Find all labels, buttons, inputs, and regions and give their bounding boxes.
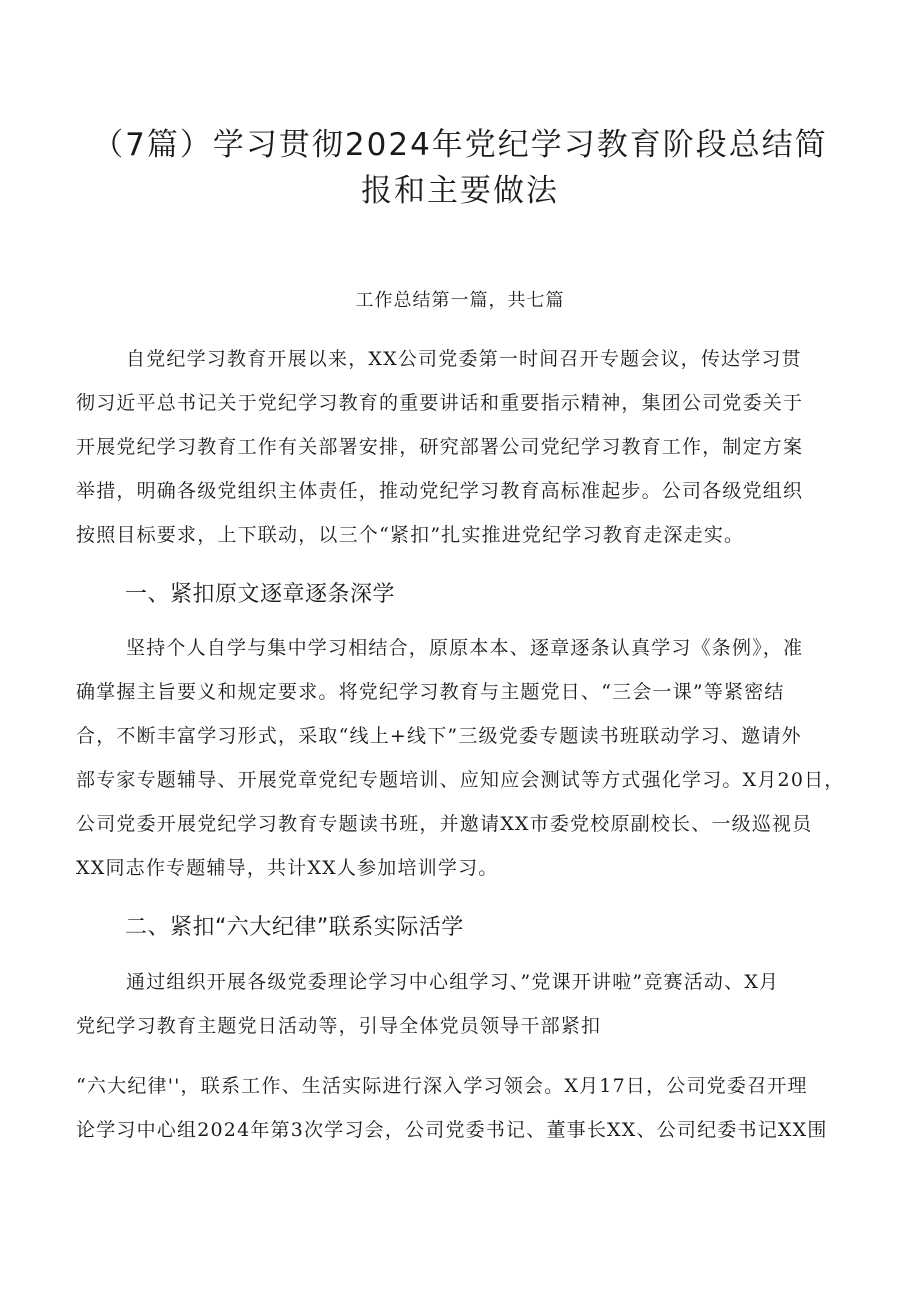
intro-paragraph: [76, 337, 860, 557]
paragraph-line: 按照目标要求，上下联动，以三个“紧扣”扎实推进党纪学习教育走深走实。: [76, 524, 745, 546]
paragraph-line: “六大纪律''，联系工作、生活实际进行深入学习领会。X月17日，公司党委召开理: [76, 1075, 808, 1097]
section1-paragraph: [76, 626, 860, 890]
paragraph-line: 确掌握主旨要义和规定要求。将党纪学习教育与主题党日、“三会一课”等紧密结: [76, 681, 785, 703]
document-title-line-2: 报和主要做法: [361, 173, 559, 209]
paragraph-line: 党纪学习教育主题党日活动等，引导全体党员领导干部紧扣: [76, 1015, 602, 1037]
document-subtitle: 工作总结第一篇，共七篇: [355, 290, 565, 311]
document-title-line-1: （7篇）学习贯彻2024年党纪学习教育阶段总结简: [92, 127, 828, 163]
paragraph-line: 公司党委开展党纪学习教育专题读书班，并邀请XX市委党校原副校长、一级巡视员: [76, 813, 813, 835]
paragraph-line: 开展党纪学习教育工作有关部署安排，研究部署公司党纪学习教育工作，制定方案: [76, 436, 804, 458]
paragraph-line: XX同志作专题辅导，共计XX人参加培训学习。: [76, 857, 499, 879]
paragraph-line: 坚持个人自学与集中学习相结合，原原本本、逐章逐条认真学习《条例》，准: [126, 637, 804, 659]
paragraph-line: 通过组织开展各级党委理论学习中心组学习、”党课开讲啦”竞赛活动、X月: [126, 971, 780, 993]
paragraph-line: 部专家专题辅导、开展党章党纪专题培训、应知应会测试等方式强化学习。X月20日，: [76, 769, 845, 791]
paragraph-line: 自党纪学习教育开展以来，XX公司党委第一时间召开专题会议，传达学习贯: [126, 348, 802, 370]
section-heading-1: 一、紧扣原文逐章逐条深学: [125, 582, 396, 607]
section2-paragraph-b: [76, 1064, 860, 1152]
paragraph-line: 彻习近平总书记关于党纪学习教育的重要讲话和重要指示精神，集团公司党委关于: [76, 392, 804, 414]
paragraph-line: 合，不断丰富学习形式，采取“线上+线下”三级党委专题读书班联动学习、邀请外: [76, 725, 802, 747]
section-heading-2: 二、紧扣“六大纪律”联系实际活学: [125, 915, 464, 940]
section2-paragraph-a: [76, 960, 860, 1048]
paragraph-line: 论学习中心组2024年第3次学习会，公司党委书记、董事长XX、公司纪委书记XX围: [76, 1119, 828, 1141]
paragraph-line: 举措，明确各级党组织主体责任，推动党纪学习教育高标准起步。公司各级党组织: [76, 480, 804, 502]
